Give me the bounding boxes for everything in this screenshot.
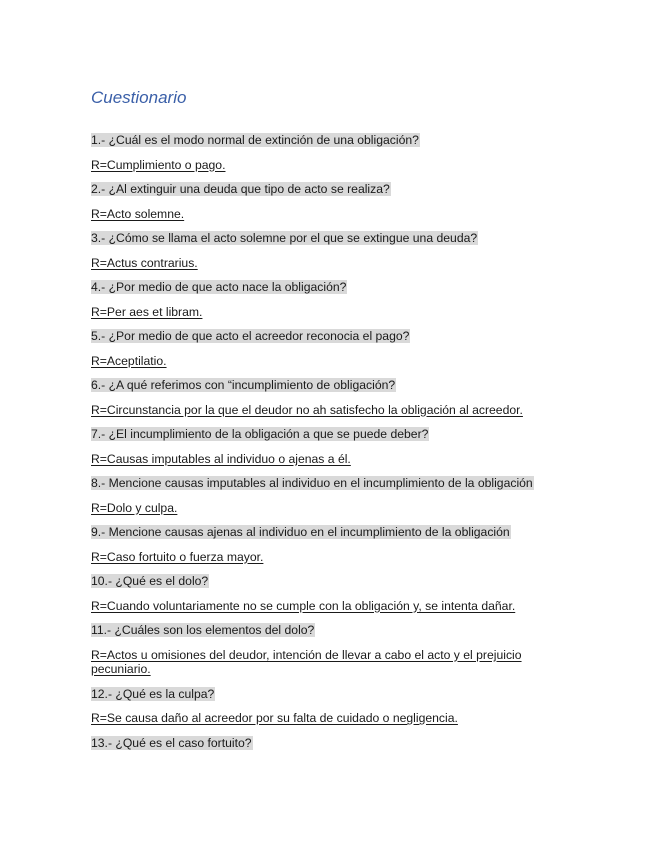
question-3: 3.- ¿Cómo se llama el acto solemne por el que se extingue una deuda? bbox=[91, 231, 478, 245]
question-13: 13.- ¿Qué es el caso fortuito? bbox=[91, 735, 252, 750]
answer-11: R=Actos u omisiones del deudor, intención de llevar a cabo el acto y el prejuicio pecuniario. bbox=[91, 647, 522, 676]
answer-5: R=Aceptilatio. bbox=[91, 353, 167, 368]
answer-7: R=Causas imputables al individuo o ajenas a él. bbox=[91, 451, 351, 466]
answer-9: R=Caso fortuito o fuerza mayor. bbox=[91, 549, 264, 564]
answer-10: R=Cuando voluntariamente no se cumple con la obligación y, se intenta dañar. bbox=[91, 598, 516, 613]
page-title: Cuestionario bbox=[91, 88, 187, 107]
questionnaire-list bbox=[91, 133, 571, 760]
question-11: 11.- ¿Cuáles son los elementos del dolo? bbox=[91, 623, 315, 637]
question-9: 9.- Mencione causas ajenas al individuo en el incumplimiento de la obligación bbox=[91, 525, 510, 539]
question-7: 7.- ¿El incumplimiento de la obligación a que se puede deber? bbox=[91, 427, 429, 441]
question-12: 12.- ¿Qué es la culpa? bbox=[91, 686, 215, 701]
question-5: 5.- ¿Por medio de que acto el acreedor reconocia el pago? bbox=[91, 329, 410, 343]
answer-8: R=Dolo y culpa. bbox=[91, 500, 178, 515]
question-1: 1.- ¿Cuál es el modo normal de extinción de una obligación? bbox=[91, 133, 419, 147]
question-8: 8.- Mencione causas imputables al individuo en el incumplimiento de la obligación bbox=[91, 476, 533, 490]
answer-6: R=Circunstancia por la que el deudor no ah satisfecho la obligación al acreedor. bbox=[91, 402, 523, 417]
question-2: 2.- ¿Al extinguir una deuda que tipo de acto se realiza? bbox=[91, 182, 390, 196]
question-6: 6.- ¿A qué referimos con “incumplimiento de obligación? bbox=[91, 378, 396, 392]
answer-2: R=Acto solemne. bbox=[91, 206, 185, 221]
question-10: 10.- ¿Qué es el dolo? bbox=[91, 574, 209, 588]
answer-4: R=Per aes et libram. bbox=[91, 304, 203, 319]
answer-12: R=Se causa daño al acreedor por su falta de cuidado o negligencia. bbox=[91, 711, 458, 725]
answer-3: R=Actus contrarius. bbox=[91, 255, 198, 270]
question-4: 4.- ¿Por medio de que acto nace la obligación? bbox=[91, 280, 347, 294]
answer-1: R=Cumplimiento o pago. bbox=[91, 157, 226, 172]
